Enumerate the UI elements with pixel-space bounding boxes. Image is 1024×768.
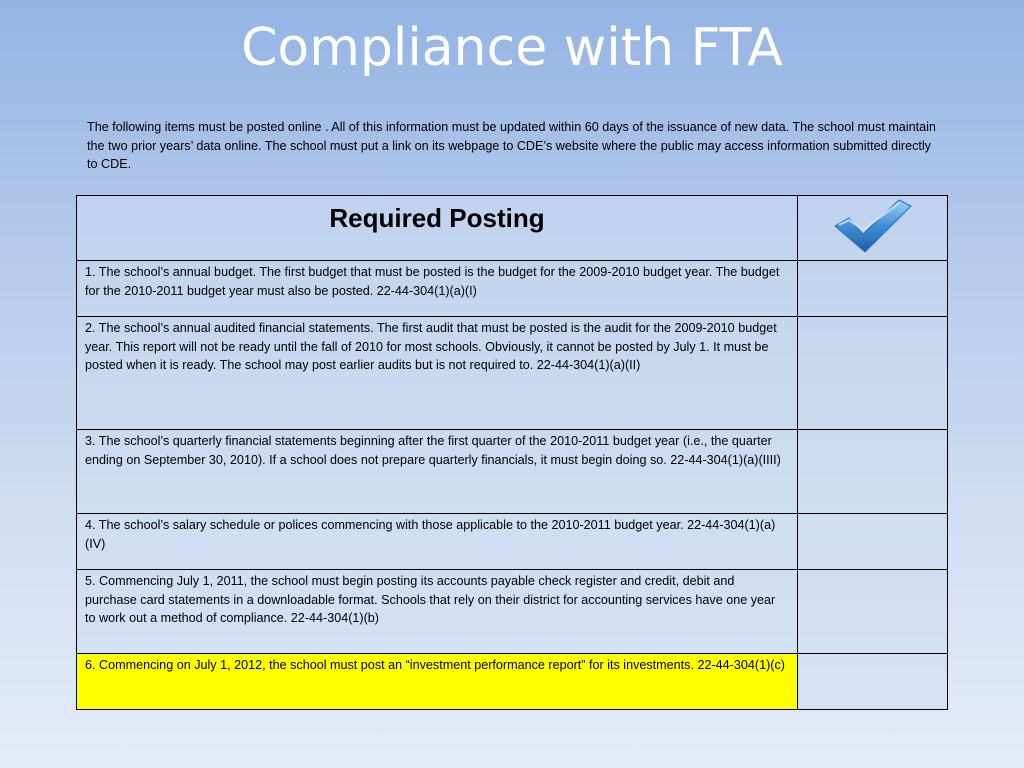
posting-check-cell[interactable]	[798, 261, 948, 317]
table-row	[77, 261, 948, 317]
posting-item-text: 2. The school’s annual audited financial statements. The first audit that must be posted is the audit for the 2009-2010 budget year. This report will not be ready until the fall of 2010 for most schools. Obviously, it cannot be posted by July 1. It must be posted when it is ready. The school may post earlier audits but is not required to. 22-44-304(1)(a)(II)	[77, 317, 798, 430]
table-row	[77, 430, 948, 514]
posting-check-cell[interactable]	[798, 570, 948, 654]
table-row	[77, 317, 948, 430]
table-row	[77, 514, 948, 570]
slide-title: Compliance with FTA	[241, 18, 783, 78]
table-row-highlighted	[77, 654, 948, 710]
posting-check-cell[interactable]	[798, 317, 948, 430]
posting-check-cell[interactable]	[798, 514, 948, 570]
posting-item-text: 6. Commencing on July 1, 2012, the school must post an “investment performance report” for its investments. 22-44-304(1)(c)	[77, 654, 798, 710]
posting-item-text: 4. The school’s salary schedule or polices commencing with those applicable to the 2010-2011 budget year. 22-44-304(1)(a)(IV)	[77, 514, 798, 570]
required-posting-table	[76, 195, 948, 710]
posting-item-text: 5. Commencing July 1, 2011, the school must begin posting its accounts payable check register and credit, debit and purchase card statements in a downloadable format. Schools that rely on their district for accounting services have one year to work out a method of compliance. 22-44-304(1)(b)	[77, 570, 798, 654]
posting-check-cell[interactable]	[798, 430, 948, 514]
intro-paragraph: The following items must be posted online . All of this information must be updated within 60 days of the issuance of new data. The school must maintain the two prior years’ data online. The school must put a link on its webpage to CDE’s website where the public may access information submitted directly to CDE.	[87, 120, 936, 171]
table-header-label: Required Posting	[77, 196, 798, 261]
checkmark-icon	[833, 196, 913, 254]
posting-item-text: 1. The school’s annual budget. The first budget that must be posted is the budget for the 2009-2010 budget year. The budget for the 2010-2011 budget year must also be posted. 22-44-304(1)(a)(I)	[77, 261, 798, 317]
table-header-check	[798, 196, 948, 261]
posting-item-text: 3. The school’s quarterly financial statements beginning after the first quarter of the 2010-2011 budget year (i.e., the quarter ending on September 30, 2010). If a school does not prepare quarterly financials, it must begin doing so. 22-44-304(1)(a)(IIII)	[77, 430, 798, 514]
table-row	[77, 570, 948, 654]
posting-check-cell[interactable]	[798, 654, 948, 710]
table-header-row	[77, 196, 948, 261]
